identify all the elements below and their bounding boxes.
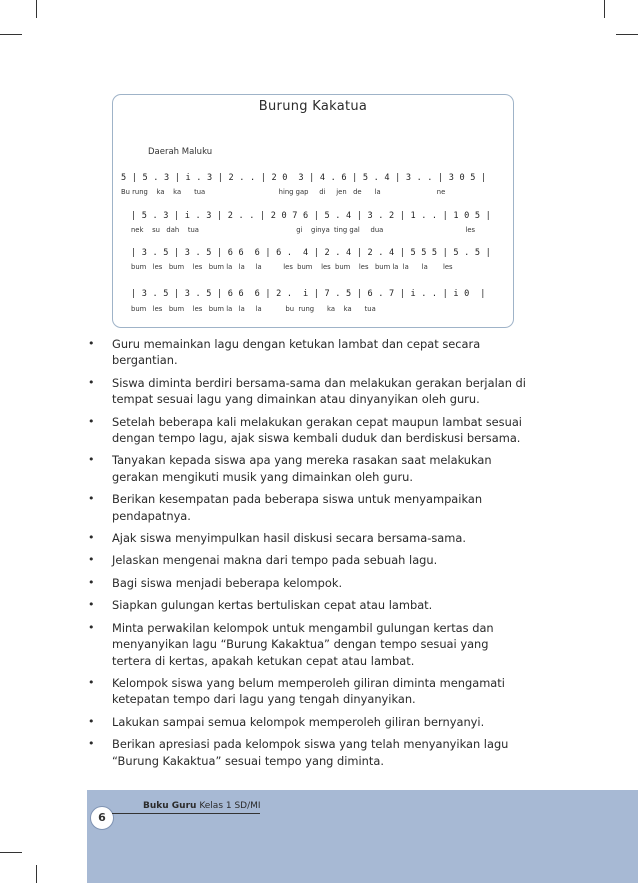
crop-mark (36, 865, 37, 883)
bullet-icon: • (88, 337, 95, 350)
footer-divider (112, 813, 260, 814)
crop-mark (604, 0, 605, 18)
lyrics-row-2: nek su dah tua gi ginya ting gal dua les (131, 226, 476, 234)
crop-mark (36, 0, 37, 18)
lyrics-row-4: bum les bum les bum la la la bu rung ka ka tua (131, 305, 376, 313)
list-item: • Setelah beberapa kali melakukan gerakan cepat maupun lambat sesuai dengan tempo lagu, ajak siswa kembali duduk dan berdiskusi bersama. (88, 414, 522, 446)
footer-book-title (143, 801, 261, 811)
list-item: • Bagi siswa menjadi beberapa kelompok. (88, 575, 343, 590)
bullet-icon: • (88, 492, 95, 506)
song-title: Burung Kakatua (258, 99, 368, 114)
page-number: 6 (90, 806, 114, 830)
list-item: • Tanyakan kepada siswa apa yang mereka rasakan saat melakukan gerakan mengikuti musik yang dimainkan oleh guru. (88, 453, 492, 484)
lyrics-row-3: bum les bum les bum la la la les bum les bum les bum la la la les (131, 263, 453, 271)
bullet-icon: • (88, 737, 95, 751)
list-item: • Guru memainkan lagu dengan ketukan lambat dan cepat secara bergantian. (88, 337, 481, 368)
bullet-icon: • (88, 414, 95, 428)
song-origin: Daerah Maluku (148, 147, 213, 157)
instruction-list (88, 336, 528, 775)
bullet-icon: • (88, 453, 95, 467)
crop-mark (616, 34, 638, 35)
bullet-icon: • (88, 620, 95, 634)
list-item: • Ajak siswa menyimpulkan hasil diskusi secara bersama-sama. (88, 531, 466, 546)
list-item: • Minta perwakilan kelompok untuk mengambil gulungan kertas dan menyanyikan lagu “Burung Kakaktua” dengan tempo sesuai yang tertera di kertas, apakah ketukan cepat atau lambat. (88, 620, 494, 668)
crop-mark (0, 34, 22, 35)
list-item: • Berikan apresiasi pada kelompok siswa yang telah menyanyikan lagu “Burung Kakaktua” sesuai tempo yang diminta. (88, 737, 509, 768)
notation-row-1: 5 | 5 . 3 | i . 3 | 2 . . | 2 0 3 | 4 . 6 | 5 . 4 | 3 . . | 3 0 5 | (121, 173, 487, 183)
list-item: • Lakukan sampai semua kelompok memperoleh giliran bernyanyi. (88, 714, 485, 729)
bullet-icon: • (88, 598, 95, 612)
bullet-icon: • (88, 375, 95, 389)
lyrics-row-1: Bu rung ka ka tua hing gap di jen de la ne (121, 188, 446, 196)
list-item: • Siswa diminta berdiri bersama-sama dan melakukan gerakan berjalan di tempat sesuai lagu yang dimainkan atau dinyanyikan oleh guru. (88, 375, 526, 407)
notation-row-3: | 3 . 5 | 3 . 5 | 6 6 6 | 6 . 4 | 2 . 4 | 2 . 4 | 5 5 5 | 5 . 5 | (131, 248, 492, 258)
crop-mark (0, 852, 22, 853)
list-item: • Jelaskan mengenai makna dari tempo pada sebuah lagu. (88, 553, 438, 568)
book-title: Buku Guru (143, 801, 197, 811)
bullet-icon: • (88, 575, 95, 589)
song-score-box (112, 94, 514, 328)
list-item: • Kelompok siswa yang belum memperoleh giliran diminta mengamati ketepatan tempo dari lagu yang tengah dinyanyikan. (88, 675, 505, 707)
notation-row-4: | 3 . 5 | 3 . 5 | 6 6 6 | 2 . i | 7 . 5 | 6 . 7 | i . . | i 0 | (131, 289, 486, 299)
book-subtitle: Kelas 1 SD/MI (199, 801, 261, 811)
notation-row-2: | 5 . 3 | i . 3 | 2 . . | 2 0 7 6 | 5 . 4 | 3 . 2 | 1 . . | 1 0 5 | (131, 211, 492, 221)
list-item: • Berikan kesempatan pada beberapa siswa untuk menyampaikan pendapatnya. (88, 492, 483, 523)
list-item: • Siapkan gulungan kertas bertuliskan cepat atau lambat. (88, 598, 433, 613)
bullet-icon: • (88, 553, 95, 567)
bullet-icon: • (88, 531, 95, 545)
bullet-icon: • (88, 714, 95, 728)
bullet-icon: • (88, 675, 95, 689)
